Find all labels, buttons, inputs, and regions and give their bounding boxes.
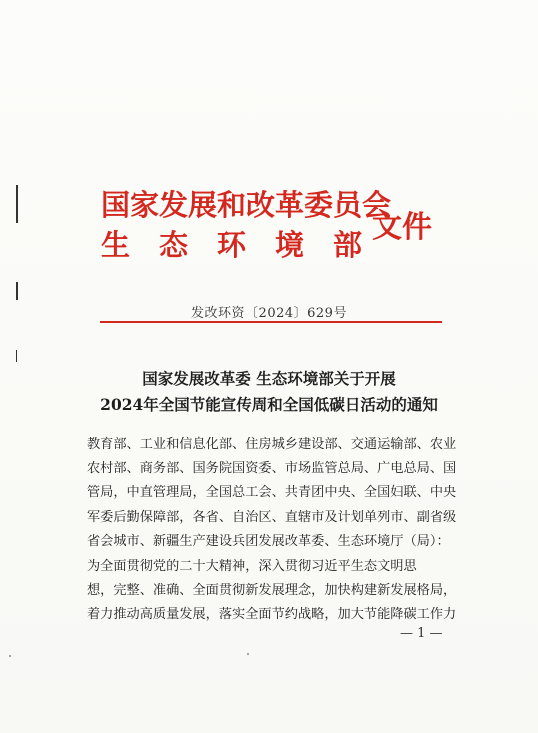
scan-artifact — [16, 185, 18, 223]
body-paragraph — [87, 555, 457, 628]
scan-artifact — [16, 282, 18, 300]
recipients-line: 省会城市、新疆生产建设兵团发展改革委、生态环境厅（局）： — [87, 533, 450, 549]
paragraph-line: 着力推动高质量发展，落实全面节约战略，加大节能降碳工作力 — [87, 607, 457, 623]
scan-speck — [247, 653, 249, 655]
recipients-line: 军委后勤保障部，各省、自治区、直辖市及计划单列市、副省级 — [87, 509, 457, 525]
recipients-line: 农村部、商务部、国务院国资委、市场监管总局、广电总局、国 — [87, 461, 457, 477]
document-title-line-1: 国家发展改革委 生态环境部关于开展 — [142, 369, 396, 388]
paragraph-line: 为全面贯彻党的二十大精神，深入贯彻习近平生态文明思 — [87, 559, 417, 574]
paragraph-line: 想，完整、准确、全面贯彻新发展理念，加快构建新发展格局， — [87, 583, 457, 599]
recipients-line: 管局，中直管理局，全国总工会、共青团中央、全国妇联、中央 — [87, 485, 457, 501]
recipients-list — [87, 433, 457, 554]
document-type: 文件 — [372, 210, 432, 245]
red-divider — [100, 321, 442, 323]
document-title-line-2: 2024年全国节能宣传周和全国低碳日活动的通知 — [100, 395, 438, 414]
document-number: 发改环资〔2024〕629号 — [191, 306, 347, 321]
recipients-line: 教育部、工业和信息化部、住房城乡建设部、交通运输部、农业 — [87, 437, 457, 452]
scan-artifact — [16, 350, 17, 362]
page-number: — 1 — — [400, 626, 443, 641]
scan-speck — [9, 655, 11, 657]
org-mee: 生态环境部 — [101, 228, 392, 262]
org-ndrc: 国家发展和改革委员会 — [101, 188, 392, 222]
